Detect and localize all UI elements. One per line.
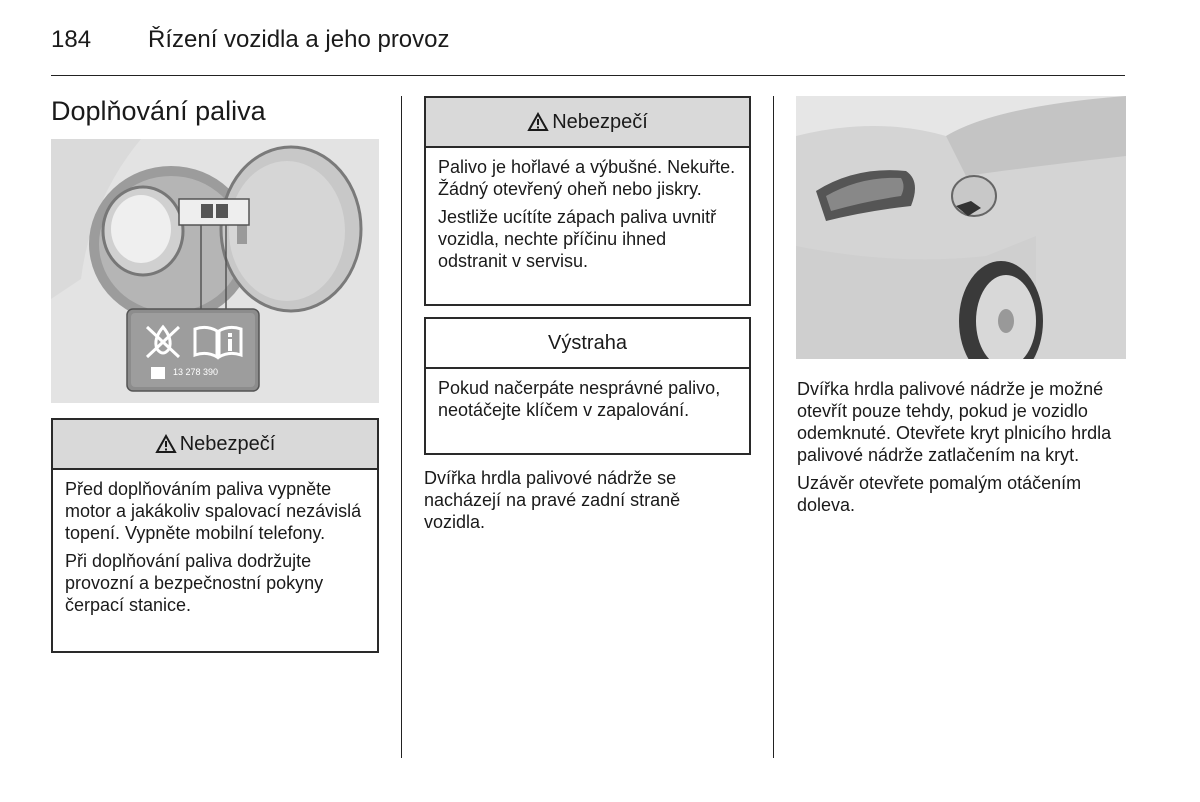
car-rear-illustration	[796, 96, 1126, 359]
fuel-door-location-text	[424, 467, 744, 539]
danger-heading: Nebezpečí	[179, 432, 276, 455]
no-fire-icon	[143, 323, 183, 361]
fuel-door-instructions	[797, 378, 1127, 522]
warning-box-header	[426, 319, 749, 369]
warning-box-middle	[424, 317, 751, 455]
warning-heading: Výstraha	[548, 331, 627, 354]
danger-box-middle	[424, 96, 751, 306]
fuel-door-illustration	[51, 139, 379, 403]
danger-box-header	[53, 420, 377, 470]
manual-book-icon	[191, 323, 245, 361]
danger-box-header	[426, 98, 749, 148]
page-number: 184	[51, 26, 92, 53]
danger-heading: Nebezpečí	[552, 110, 648, 133]
danger-paragraph: Před doplňováním paliva vypněte motor a jakákoliv spalovací nezávislá topení. Vypněte mobilní telefony.	[65, 479, 362, 543]
danger-paragraph: Jestliže ucítíte zápach paliva uvnitř vozidla, nechte příčinu ihned odstranit v servisu.	[438, 207, 717, 271]
body-paragraph: Dvířka hrdla palivové nádrže se nacházejí na pravé zadní straně vozidla.	[424, 468, 681, 532]
column-divider-2	[773, 96, 774, 758]
warning-triangle-icon	[155, 434, 177, 454]
warning-paragraph: Pokud načerpáte nesprávné palivo, neotáčejte klíčem v zapalování.	[438, 378, 721, 420]
car-rear-figure	[796, 96, 1126, 359]
section-title: Doplňování paliva	[51, 96, 266, 126]
chapter-title: Řízení vozidla a jeho provoz	[148, 26, 450, 53]
label-part-number: 13 278 390	[173, 367, 219, 377]
fuel-door-label-figure	[51, 139, 379, 403]
warning-triangle-icon	[527, 112, 549, 132]
danger-paragraph: Palivo je hořlavé a výbušné. Nekuřte. Žádný otevřený oheň nebo jiskry.	[438, 157, 736, 199]
header-divider	[51, 75, 1125, 76]
brand-logo-icon	[151, 367, 165, 379]
column-divider-1	[401, 96, 402, 758]
body-paragraph: Dvířka hrdla palivové nádrže je možné otevřít pouze tehdy, pokud je vozidlo odemknuté. Otevřete kryt plnicího hrdla palivové nádrže zatlačením na kryt.	[797, 379, 1112, 465]
danger-box-left	[51, 418, 379, 653]
body-paragraph: Uzávěr otevřete pomalým otáčením doleva.	[797, 473, 1082, 515]
danger-paragraph: Při doplňování paliva dodržujte provozní a bezpečnostní pokyny čerpací stanice.	[65, 551, 324, 615]
